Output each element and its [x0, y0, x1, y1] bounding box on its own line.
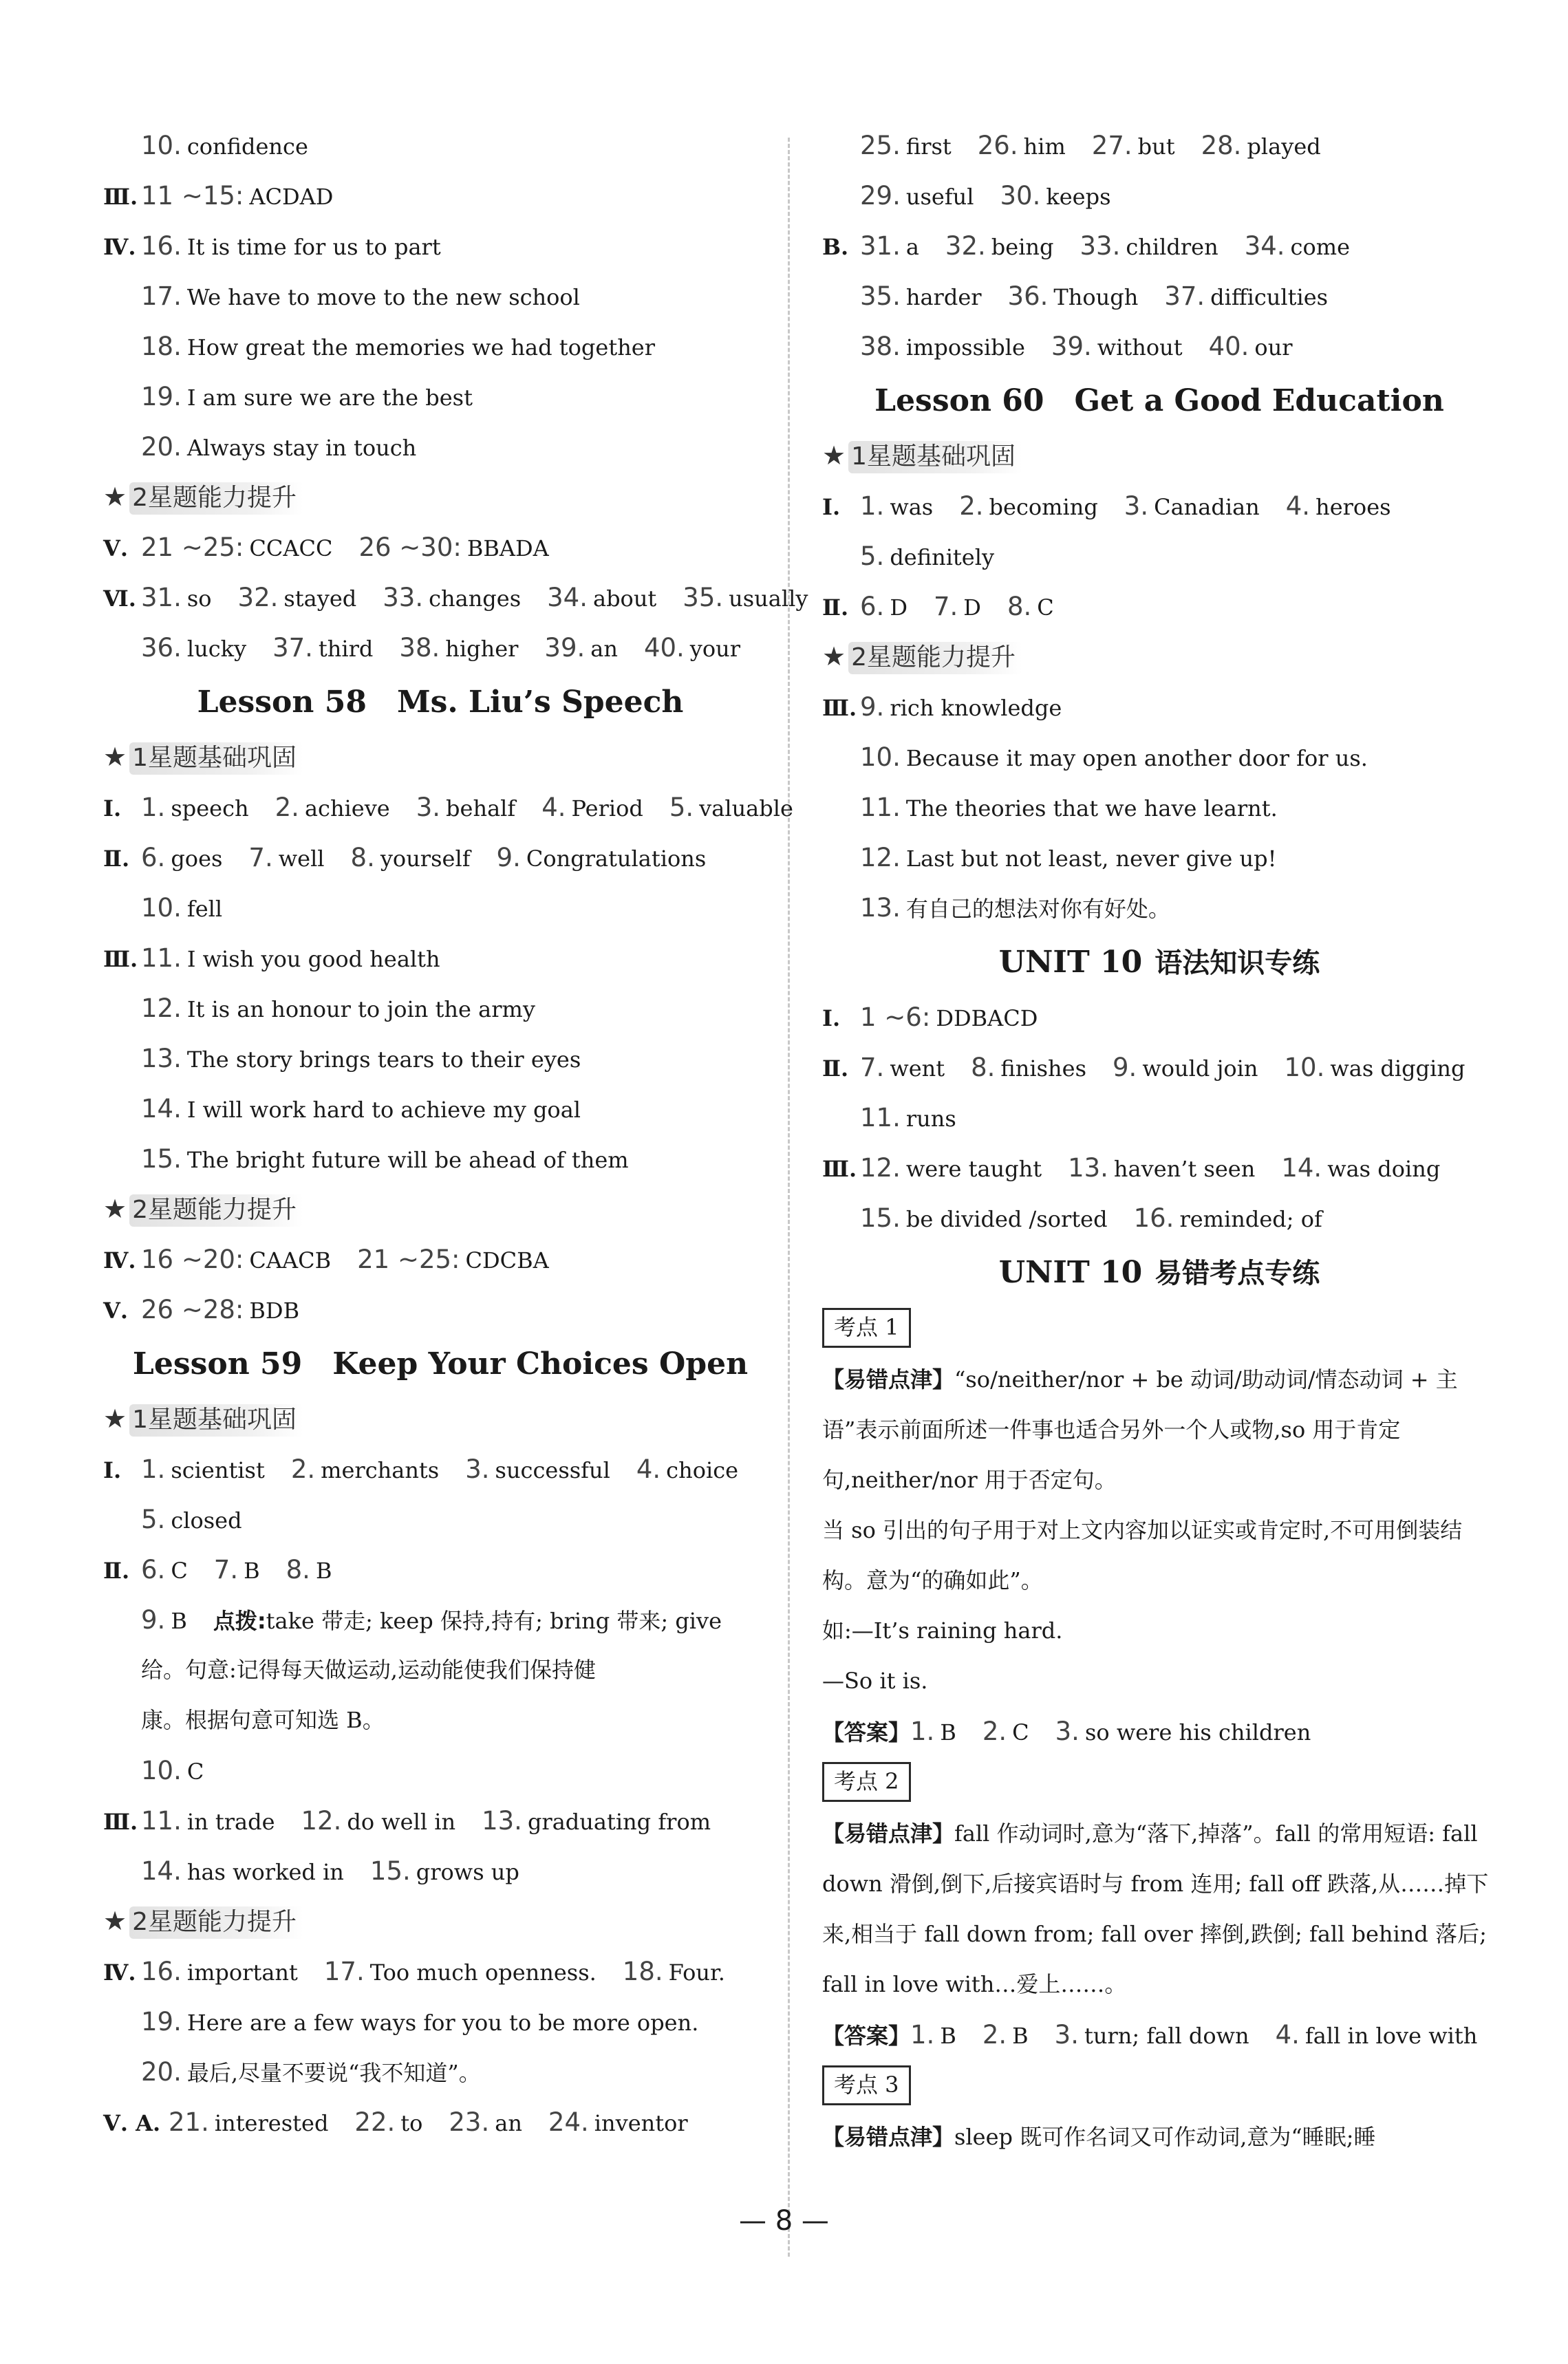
answer-line: 13. 有自己的想法对你有好处。 [860, 893, 1170, 923]
answer-line: 5. definitely [860, 541, 995, 571]
star-icon: ★ [822, 641, 846, 671]
level-heading: ★ 1星题基础巩固 [103, 732, 777, 782]
key-point-box: 考点 3 [822, 2065, 911, 2105]
answer-line: Ⅴ. A. 21. interested 22. to 23. an 24. inventor [103, 2107, 688, 2137]
answer-line: Ⅱ. 7. went 8. finishes 9. would join 10. was digging [822, 1053, 1465, 1082]
answer-line: 11. The theories that we have learnt. [860, 793, 1278, 822]
answer-line: Ⅲ. 9. rich knowledge [822, 692, 1062, 722]
lesson-60-title: Lesson 60 Get a Good Education [874, 383, 1444, 418]
column-divider [788, 138, 790, 2257]
answer-line: 18. How great the memories we had together [141, 332, 656, 361]
example-line: —So it is. [822, 1668, 928, 1694]
answer-line: Ⅰ. 1. scientist 2. merchants 3. successful 4. choice [103, 1454, 739, 1484]
answer-line: 10. confidence [141, 131, 308, 160]
answer-line: 12. It is an honour to join the army [141, 993, 535, 1023]
tip-paragraph: 【易错点津】fall 作动词时,意为“落下,掉落”。fall 的常用短语: fall down 滑倒,倒下,后接宾语时与 from 连用; fall off 跌落,从……掉下来,相当于 fall down from; fall over 摔倒,跌倒; fall behind 落后; fall in love with…爱上……。 [822, 1820, 1489, 1997]
lesson-58-title: Lesson 58 Ms. Liu’s Speech [197, 685, 684, 720]
unit-10-errors-title: UNIT 10 易错考点专练 [998, 1255, 1320, 1290]
answer-line: Ⅳ. 16. important 17. Too much openness. 18. Four. [103, 1957, 725, 1986]
answer-line: 10. C [141, 1756, 204, 1785]
answer-label: 【答案】 [822, 1719, 911, 1745]
tip-label: 【易错点津】 [822, 1366, 955, 1393]
answer-line: 20. Always stay in touch [141, 432, 417, 462]
right-column [822, 120, 1496, 2162]
answer-line: 10. Because it may open another door for us. [860, 742, 1368, 772]
example-line: 如:—It’s raining hard. [822, 1618, 1063, 1644]
answer-line: 5. closed [141, 1505, 242, 1534]
star-icon: ★ [103, 1906, 127, 1936]
answer-line: 10. fell [141, 893, 223, 923]
answer-line: Ⅱ. 6. C 7. B 8. B [103, 1555, 332, 1584]
star-icon: ★ [103, 482, 127, 512]
answer-line: 38. impossible 39. without 40. our [860, 332, 1293, 361]
answer-line: Ⅲ. 11. I wish you good health [103, 943, 440, 973]
answer-line: 12. Last but not least, never give up! [860, 843, 1277, 872]
answer-line: 9. B 点拨:take 带走; keep 保持,持有; bring 带来; give [141, 1605, 722, 1635]
answer-line: Ⅲ. 11. in trade 12. do well in 13. graduating from [103, 1806, 711, 1836]
level-heading: ★ 1星题基础巩固 [822, 431, 1496, 481]
level-heading: ★ 2星题能力提升 [103, 1896, 777, 1946]
star-icon: ★ [103, 1404, 127, 1434]
page-number: — 8 — [739, 2205, 829, 2237]
answer-line: Ⅱ. 6. D 7. D 8. C [822, 592, 1054, 621]
answer-line: 【答案】1. B 2. C 3. so were his children [822, 1717, 1311, 1746]
answer-line: Ⅳ. 16 ~20: CAACB 21 ~25: CDCBA [103, 1245, 549, 1274]
answer-line: 【答案】1. B 2. B 3. turn; fall down 4. fall in love with [822, 2020, 1478, 2050]
answer-label: 【答案】 [822, 2023, 911, 2049]
tip-paragraph: 【易错点津】“so/neither/nor + be 动词/助动词/情态动词 + 主语”表示前面所述一件事也适合另外一个人或物,so 用于肯定句,neither/nor 用于否定句。 [822, 1366, 1458, 1493]
level-heading: ★ 1星题基础巩固 [103, 1394, 777, 1444]
unit-10-grammar-title: UNIT 10 语法知识专练 [998, 945, 1320, 980]
tip-label: 【易错点津】 [822, 2124, 955, 2150]
star-icon: ★ [103, 742, 127, 772]
answer-line: 14. I will work hard to achieve my goal [141, 1094, 581, 1124]
answer-line: 康。根据句意可知选 B。 [141, 1707, 385, 1733]
answer-line: B. 31. a 32. being 33. children 34. come [822, 231, 1350, 261]
tip-label: 【易错点津】 [822, 1820, 955, 1847]
answer-line: 13. The story brings tears to their eyes [141, 1044, 581, 1073]
tip-paragraph: 【易错点津】sleep 既可作名词又可作动词,意为“睡眠;睡 [822, 2124, 1376, 2150]
answer-line: 19. Here are a few ways for you to be more open. [141, 2007, 699, 2037]
answer-line: Ⅰ. 1. speech 2. achieve 3. behalf 4. Period 5. valuable [103, 793, 793, 822]
answer-line: Ⅳ. 16. It is time for us to part [103, 231, 441, 261]
level-heading: ★ 2星题能力提升 [822, 632, 1496, 682]
answer-line: 35. harder 36. Though 37. difficulties [860, 281, 1329, 311]
answer-line: 25. first 26. him 27. but 28. played [860, 131, 1321, 160]
key-point-box: 考点 2 [822, 1762, 911, 1802]
answer-line: 20. 最后,尽量不要说“我不知道”。 [141, 2057, 481, 2087]
level-heading: ★ 2星题能力提升 [103, 472, 777, 522]
answer-line: Ⅴ. 21 ~25: CCACC 26 ~30: BBADA [103, 533, 549, 562]
answer-line: 17. We have to move to the new school [141, 281, 580, 311]
answer-line: 15. The bright future will be ahead of them [141, 1144, 629, 1174]
level-heading: ★ 2星题能力提升 [103, 1184, 777, 1234]
key-point-box: 考点 1 [822, 1308, 911, 1348]
answer-line: Ⅴ. 26 ~28: BDB [103, 1295, 300, 1324]
tip-paragraph: 当 so 引出的句子用于对上文内容加以证实或肯定时,不可用倒装结构。意为“的确如此”。 [822, 1517, 1463, 1593]
answer-line: Ⅵ. 31. so 32. stayed 33. changes 34. about 35. usually [103, 583, 808, 612]
answer-line: 19. I am sure we are the best [141, 382, 473, 411]
answer-line: 15. be divided /sorted 16. reminded; of [860, 1203, 1322, 1233]
answer-line: Ⅰ. 1. was 2. becoming 3. Canadian 4. heroes [822, 491, 1391, 521]
answer-line: Ⅲ. 12. were taught 13. haven’t seen 14. was doing [822, 1153, 1441, 1183]
answer-line: 14. has worked in 15. grows up [141, 1856, 519, 1886]
star-icon: ★ [822, 440, 846, 471]
tip-label: 点拨: [213, 1608, 266, 1634]
answer-line: 29. useful 30. keeps [860, 181, 1111, 211]
answer-line: Ⅲ. 11 ~15: ACDAD [103, 181, 334, 211]
left-column [103, 120, 808, 2147]
lesson-59-title: Lesson 59 Keep Your Choices Open [132, 1346, 749, 1382]
answer-line: Ⅱ. 6. goes 7. well 8. yourself 9. Congratulations [103, 843, 707, 872]
answer-line: Ⅰ. 1 ~6: DDBACD [822, 1002, 1038, 1032]
answer-line: 11. runs [860, 1103, 956, 1132]
answer-line: 36. lucky 37. third 38. higher 39. an 40. your [141, 633, 741, 663]
answer-line: 给。句意:记得每天做运动,运动能使我们保持健 [141, 1657, 596, 1683]
star-icon: ★ [103, 1194, 127, 1224]
